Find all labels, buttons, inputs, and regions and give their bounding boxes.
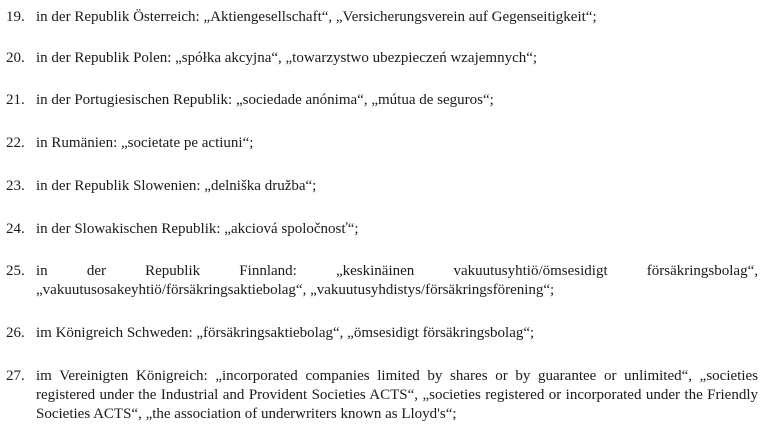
item-text: in der Republik Österreich: „Aktiengesellschaft“, „Versicherungsverein auf Gegenseitigkeit“; [36, 9, 597, 25]
item-number: 21. [6, 92, 25, 108]
item-text: im Vereinigten Königreich: „incorporated companies limited by shares or by guarantee or unlimited“, „societies registered under the Industrial and Provident Societies ACTS“, „societies registered or incorporated under the Friendly Societies ACTS“, „the association of underwriters known as Lloyd's“; [36, 368, 758, 422]
item-text: in der Republik Polen: „spółka akcyjna“, „towarzystwo ubezpieczeń wzajemnych“; [36, 50, 538, 66]
list-item-23 [0, 177, 760, 196]
item-text: in der Portugiesischen Republik: „sociedade anónima“, „mútua de seguros“; [36, 92, 494, 108]
item-number: 22. [6, 135, 25, 151]
list-item-27 [0, 367, 760, 424]
item-number: 23. [6, 178, 25, 194]
list-item-24 [0, 220, 760, 239]
item-number: 25. [6, 263, 25, 279]
item-number: 27. [6, 368, 25, 384]
item-number: 26. [6, 325, 25, 341]
item-text: in Rumänien: „societate pe actiuni“; [36, 135, 254, 151]
item-text: in der Republik Finnland: „keskinäinen vakuutusyhtiö/ömsesidigt försäkringsbolag“, „vakuutusosakeyhtiö/försäkringsaktiebolag“, „vakuutusyhdistys/försäkringsförening“; [36, 263, 758, 298]
item-text: im Königreich Schweden: „försäkringsaktiebolag“, „ömsesidigt försäkringsbolag“; [36, 325, 535, 341]
list-item-25 [0, 262, 760, 300]
item-number: 19. [6, 9, 25, 25]
list-item-21 [0, 91, 760, 110]
list-item-22 [0, 134, 760, 153]
item-text: in der Slowakischen Republik: „akciová spoločnosť“; [36, 221, 359, 237]
item-number: 20. [6, 50, 25, 66]
item-number: 24. [6, 221, 25, 237]
list-item-19 [0, 8, 760, 27]
list-item-26 [0, 324, 760, 343]
list-item-20 [0, 49, 760, 68]
item-text: in der Republik Slowenien: „delniška družba“; [36, 178, 317, 194]
